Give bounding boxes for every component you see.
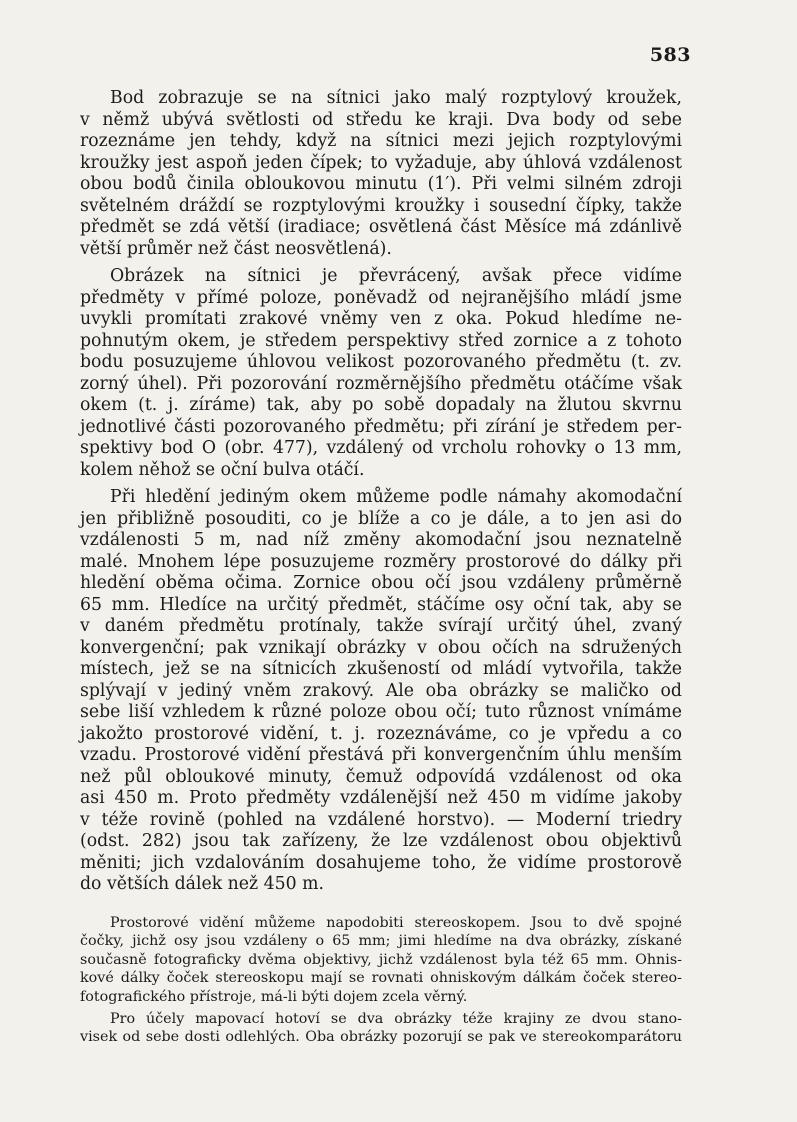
note-line: Prostorové vidění můžeme napodobiti stereoskopem. Jsou to dvě spojné (110, 915, 682, 931)
note-line: současně fotograficky dvěma objektivy, jichž vzdálenost byla též 65 mm. Ohnis- (80, 951, 682, 968)
text-line: obou bodů činila obloukovou minutu (1′). Při velmi silném zdroji (80, 174, 682, 194)
page-number: 583 (649, 44, 691, 66)
note-line: čočky, jichž osy jsou vzdáleny o 65 mm; jimi hledíme na dva obrázky, získané (80, 933, 682, 950)
text-line: uvykli promítati zrakové vněmy ven z oka. Pokud hledíme ne- (80, 309, 682, 329)
text-line: předměty v přímé poloze, poněvadž od nejranějšího mládí jsme (80, 287, 682, 308)
text-line: splývají v jediný vněm zrakový. Ale oba obrázky se maličko od (80, 680, 682, 701)
text-line: asi 450 m. Proto předměty vzdálenější než 450 m vidíme jakoby (80, 788, 682, 808)
text-line: jakožto prostorové vidění, t. j. rozeznáváme, co je vpředu a co (80, 723, 682, 744)
text-line: (odst. 282) jsou tak zařízeny, že lze vzdálenost obou objektivů (80, 831, 682, 851)
text-line: v daném předmětu protínaly, takže svírají určitý úhel, zvaný (80, 616, 682, 636)
text-line: místech, jež se na sítnicích zkušeností od mládí vytvořila, takže (80, 659, 682, 679)
text-line: jednotlivé části pozorovaného předmětu; při zírání je středem per- (80, 416, 682, 437)
text-line: do větších dálek než 450 m. (80, 874, 324, 894)
text-line: zorný úhel). Při pozorování rozměrnějšího předmětu otáčíme však (80, 373, 682, 394)
text-line: Při hledění jediným okem můžeme podle námahy akomodační (110, 487, 682, 507)
text-line: okem (t. j. zíráme) tak, aby po sobě dopadaly na žlutou skvrnu (80, 395, 682, 415)
text-line: konvergenční; pak vznikají obrázky v obou očích na sdružených (80, 637, 682, 658)
body-text (80, 88, 682, 896)
note-line: fotografického přístroje, má-li býti dojem zcela věrný. (80, 988, 468, 1005)
footnote-text (80, 914, 682, 1047)
text-line: rozeznáme jen tehdy, když na sítnici mezi jejich rozptylovými (80, 131, 682, 151)
text-line: malé. Mnohem lépe posuzujeme rozměry prostorové do dálky při (80, 551, 682, 572)
text-line: hledění oběma očima. Zornice obou očí jsou vzdáleny průměrně (80, 573, 682, 593)
text-line: Bod zobrazuje se na sítnici jako malý rozptylový kroužek, (110, 88, 682, 108)
text-line: měniti; jich vzdalováním dosahujeme toho, že vidíme prostorově (80, 852, 682, 873)
text-line: v téže rovině (pohled na vzdálené horstvo). — Moderní triedry (80, 809, 682, 830)
text-line: než půl obloukové minuty, čemuž odpovídá vzdálenost od oka (80, 766, 682, 787)
text-line: Obrázek na sítnici je převrácený, avšak přece vidíme (110, 266, 682, 286)
text-line: větší průměr než část neosvětlená). (80, 238, 392, 259)
text-line: jen přibližně posouditi, co je blíže a co je dále, a to jen asi do (80, 508, 682, 529)
note-line: visek od sebe dosti odlehlých. Oba obrázky pozorují se pak ve stereokomparátoru (80, 1029, 682, 1046)
text-line: světelném dráždí se rozptylovými kroužky i sousední čípky, takže (80, 195, 682, 216)
text-line: sebe liší vzhledem k různé poloze obou očí; tuto různost vnímáme (80, 702, 682, 722)
text-line: 65 mm. Hledíce na určitý předmět, stáčíme osy oční tak, aby se (80, 594, 682, 615)
text-line: kolem něhož se oční bulva otáčí. (80, 459, 365, 480)
text-line: vzadu. Prostorové vidění přestává při konvergenčním úhlu menším (80, 745, 682, 765)
text-line: pohnutým okem, je středem perspektivy střed zornice a z tohoto (80, 330, 682, 351)
text-line: bodu posuzujeme úhlovou velikost pozorovaného předmětu (t. zv. (80, 352, 682, 372)
text-line: spektivy bod O (obr. 477), vzdálený od vrcholu rohovky o 13 mm, (80, 438, 682, 458)
text-line: předmět se zdá větší (iradiace; osvětlená část Měsíce má zdánlivě (80, 217, 682, 237)
note-line: Pro účely mapovací hotoví se dva obrázky téže krajiny ze dvou stano- (110, 1010, 682, 1027)
text-line: vzdálenosti 5 m, nad níž změny akomodační jsou neznatelně (80, 530, 682, 550)
note-line: kové dálky čoček stereoskopu mají se rovnati ohniskovým dálkám čoček stereo- (80, 970, 682, 987)
text-line: v němž ubývá světlosti od středu ke kraji. Dva body od sebe (80, 109, 682, 130)
text-line: kroužky jest aspoň jeden čípek; to vyžaduje, aby úhlová vzdálenost (80, 152, 682, 173)
